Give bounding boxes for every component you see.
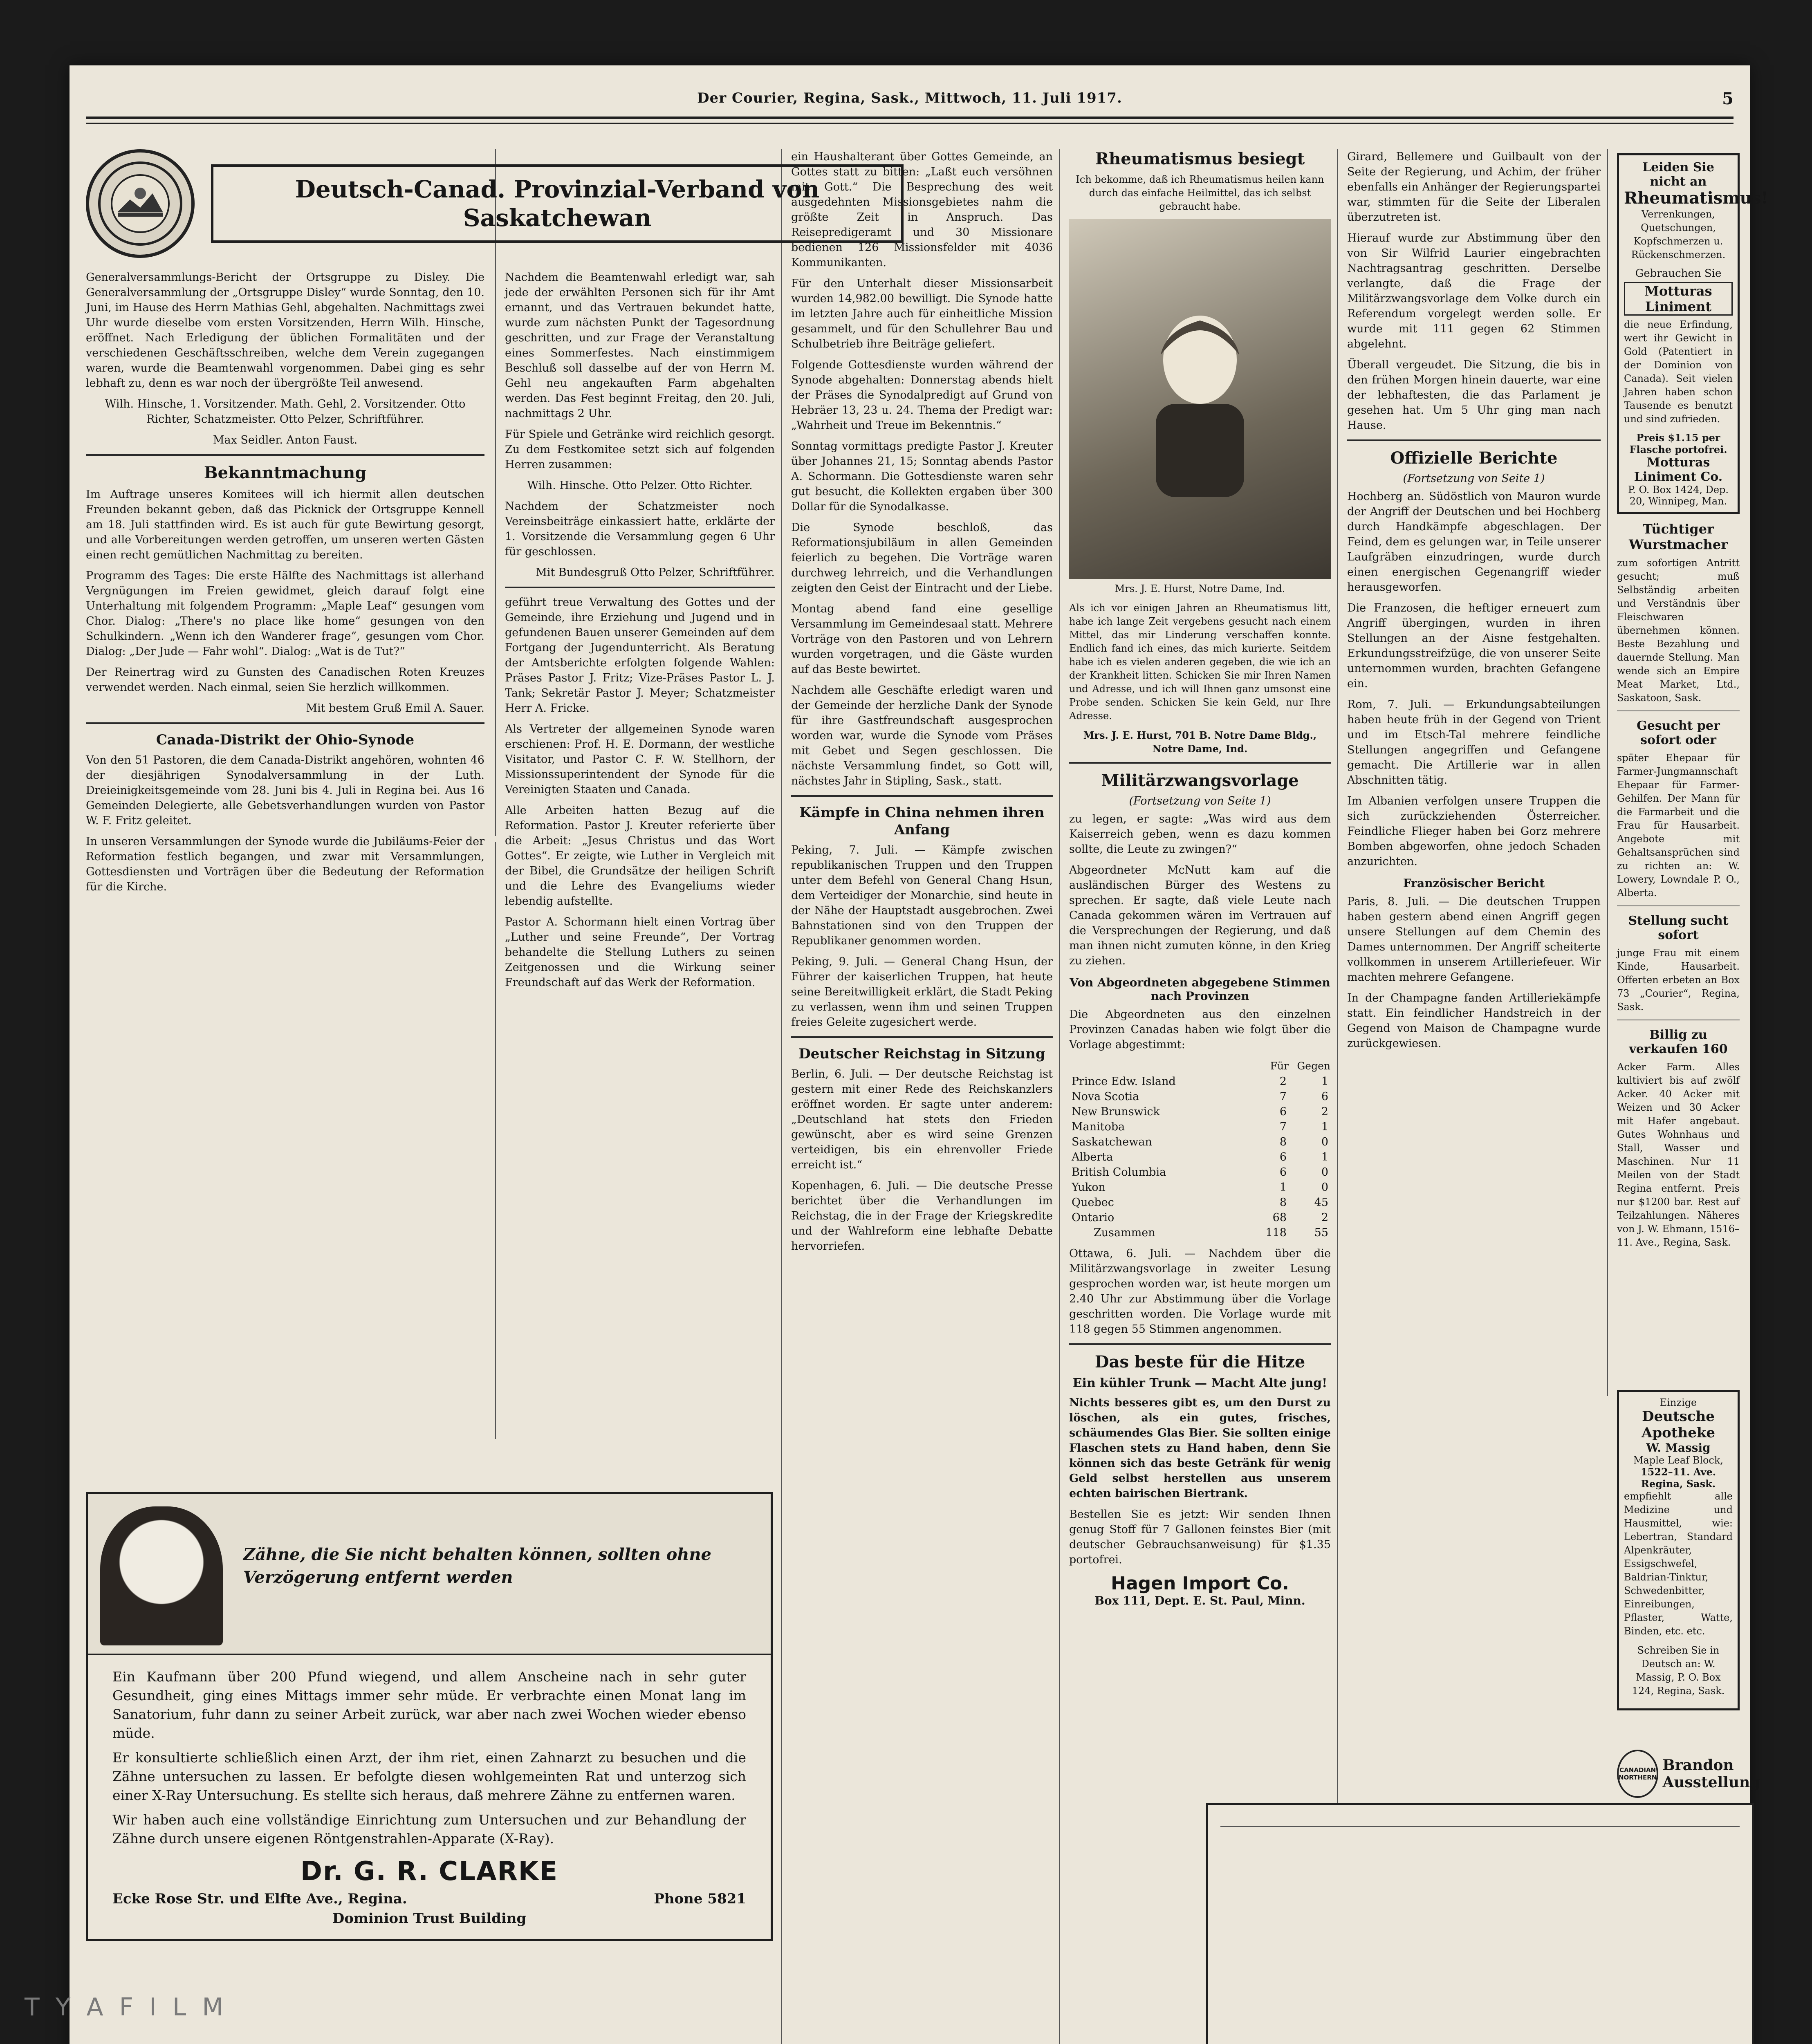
vote-for: 8 (1279, 1136, 1287, 1148)
vote-province: Nova Scotia (1072, 1090, 1139, 1103)
filmstrip-footer: T Y A F I L M (25, 1993, 228, 2022)
beer-text: Nichts besseres gibt es, um den Durst zu löschen, als ein gutes, frisches, schäumendes Glas Bier. Sie sollten einige Flaschen stets zu Hand haben, denn Sie können sich das beste Getränk für wenig Geld selbst herstellen aus unserem echten bairischen Biertrank. (1069, 1396, 1331, 1500)
vote-for: 8 (1279, 1196, 1287, 1209)
rheuma-text: Als ich vor einigen Jahren an Rheumatismus litt, habe ich lange Zeit vergebens gesucht nach einem Mittel, das mir Linderung verschaffen konnte. Endlich fand ich eines, das mich kurierte. Seitdem habe ich es vielen anderen gegeben, die wie ich an der Krankheit litten. Schicken Sie mir Ihren Namen und Adresse, und ich will Ihnen ganz umsonst eine Probe senden. Schicken Sie kein Geld, nur Ihre Adresse. (1069, 602, 1331, 722)
synode-vertreter: Als Vertreter der allgemeinen Synode waren erschienen: Prof. H. E. Dormann, der westliche Visitator, und Pastor C. F. W. Stellhorn, der Missionssuperintendent der Synode für die Vereinigten Staaten und Canada. (505, 723, 775, 796)
motturas-address: P. O. Box 1424, Dep. 20, Winnipeg, Man. (1628, 484, 1729, 507)
official-report-1: Hochberg an. Südöstlich von Mauron wurde der Angriff der Deutschen und bei Hochberg durch Handkämpfe abgeschlagen. Der Feind, dem es gelungen war, in Teile unserer Laufgräben einzudringen, wurde durch einen energischen Gegenangriff wieder herausgeworfen. (1347, 490, 1601, 594)
clarke-xray: Wir haben auch eine vollständige Einrichtung zum Untersuchen und zur Behandlung der Zähne durch unsere eigenen Röntgenstrahlen-Apparate (X-Ray). (112, 1812, 746, 1847)
clarke-building: Dominion Trust Building (332, 1910, 527, 1927)
masthead-line: Der Courier, Regina, Sask., Mittwoch, 11. Juli 1917. (697, 90, 1122, 106)
vote-province: New Brunswick (1072, 1105, 1160, 1118)
vote-for: 6 (1279, 1166, 1287, 1179)
reichstag-text-1: Berlin, 6. Juli. — Der deutsche Reichstag ist gestern mit einer Rede des Reichskanzlers eröffnet worden. Er sagte unter anderem: „Deutschland hat stets den Frieden gewünscht, aber es wird seine Grenzen verteidigen, bis ein ehrenvoller Friede erreicht ist.“ (791, 1068, 1053, 1171)
schluss-text: Nachdem der Schatzmeister noch Vereinsbeiträge einkassiert hatte, erklärte der 1. Vorsitzende die Versammlung gegen 6 Uhr für geschlossen. (505, 500, 775, 558)
hagen-address: Box 111, Dept. E. St. Paul, Minn. (1094, 1594, 1305, 1607)
rheuma-subtitle: Ich bekomme, daß ich Rheumatismus heilen kann durch das einfache Heilmittel, das ich selbst gebraucht habe. (1076, 174, 1324, 212)
french-report-title: Französischer Bericht (1403, 876, 1545, 890)
synode-gottesdienste: Folgende Gottesdienste wurden während der Synode abgehalten: Donnerstag abends hielt der Präses die Synodalpredigt auf Grund von Hebräer 13, 23 u. 24. Thema der Predigt war: „Wahrheit und Treue im Bekenntnis.“ (791, 359, 1053, 432)
vote-header: Für (1270, 1060, 1289, 1072)
stellung-text: junge Frau mit einem Kinde, Hausarbeit. Offerten erbeten an Box 73 „Courier“, Regina, Sask. (1617, 947, 1740, 1013)
debate-text-1: Girard, Bellemere und Guilbault von der Seite der Regierung, und Achim, der früher ebenfalls ein Anhänger der Regierungspartei war, stimmten für die Seite der Liberalen überzutreten ist. (1347, 150, 1601, 224)
vote-province: Prince Edw. Island (1072, 1075, 1176, 1088)
rome-report-1: Rom, 7. Juli. — Erkundungsabteilungen haben heute früh in der Gegend von Trient und im Etsch-Tal mehrere feindliche Stellungen angegriffen und Gefangene gemacht. Die Artillerie war in allen Abschnitten tätig. (1347, 698, 1601, 787)
rheuma-address: Mrs. J. E. Hurst, 701 B. Notre Dame Bldg., Notre Dame, Ind. (1083, 729, 1317, 755)
synode-versammlung: Montag abend fand eine gesellige Versammlung im Gemeindesaal statt. Mehrere Vorträge von den Pastoren und von Lehrern wurden vorgetragen, und die Gäste wurden auf das Beste bewirtet. (791, 603, 1053, 676)
military-text-1: zu legen, er sagte: „Was wird aus dem Kaiserreich geben, wenn es dazu kommen sollte, die Leute zu zwingen?“ (1069, 813, 1331, 856)
ottawa-text: Ottawa, 6. Juli. — Nachdem über die Militärzwangsvorlage in zweiter Lesung gesprochen worden war, ist heute morgen um 2.40 Uhr zur Abstimmung über die Vorlage geschritten worden. Die Vorlage wurde mit 118 gegen 55 Stimmen angenommen. (1069, 1247, 1331, 1336)
clarke-phone: Phone 5821 (654, 1891, 746, 1907)
motturas-name: Motturas Liniment (1624, 282, 1733, 316)
apotheke-contact: Schreiben Sie in Deutsch an: W. Massig, P. O. Box 124, Regina, Sask. (1632, 1645, 1725, 1697)
reichstag-title: Deutscher Reichstag in Sitzung (798, 1046, 1045, 1062)
clarke-address: Ecke Rose Str. und Elfte Ave., Regina. (112, 1891, 407, 1907)
vote-for: 7 (1279, 1121, 1287, 1133)
bekanntmachung-title: Bekanntmachung (204, 463, 367, 482)
vote-total-for: 118 (1265, 1226, 1287, 1239)
bekanntmachung-closing: Der Reinertrag wird zu Gunsten des Canadischen Roten Kreuzes verwendet werden. Nach einmal, seien Sie herzlich willkommen. (86, 666, 484, 694)
vote-province: Ontario (1072, 1211, 1115, 1224)
canadian-northern-logo-icon: CANADIAN NORTHERN (1617, 1750, 1658, 1798)
ohio-synode-text-2: In unseren Versammlungen der Synode wurde die Jubiläums-Feier der Reformation festlich begangen, und zwar mit Versammlungen, Gottesdiensten und Vorträgen über die Bedeutung der Reformation für die Kirche. (86, 835, 484, 893)
vote-against: 0 (1321, 1181, 1328, 1194)
hagen-name: Hagen Import Co. (1111, 1573, 1289, 1594)
china-text-1: Peking, 7. Juli. — Kämpfe zwischen republikanischen Truppen und den Truppen unter dem Befehl von General Chang Hsun, dem Verteidiger der Monarchie, sind heute in der Nähe der Hauptstadt ausgebrochen. Zwei Bahnstationen sind von den Truppen der Republikaner genommen worden. (791, 844, 1053, 947)
vote-total-against: 55 (1314, 1226, 1328, 1239)
farm-sale-text: Acker Farm. Alles kultiviert bis auf zwölf Acker. 40 Acker mit Weizen und 30 Acker mit Hafer angebaut. Gutes Wohnhaus und Stall, Wasser und Maschinen. Nur 11 Meilen von der Stadt Regina entfernt. Preis nur $1200 bar. Rest auf Teilzahlungen. Näheres von J. W. Ehmann, 1516–11. Ave., Regina, Sask. (1617, 1061, 1740, 1248)
debate-text-3: Überall vergeudet. Die Sitzung, die bis in den frühen Morgen hinein dauerte, war eine der lebhaftesten, die das Parlament je gesehen hat. Um 5 Uhr ging man nach Hause. (1347, 359, 1601, 432)
motturas-text: die neue Erfindung, wert ihr Gewicht in Gold (Patentiert in der Dominion von Canada). Seit vielen Jahren haben schon Tausende es benutzt und sind zufrieden. (1624, 319, 1733, 425)
vote-against: 1 (1321, 1151, 1328, 1163)
vote-against: 45 (1314, 1196, 1328, 1209)
synode-mission: ein Haushalterant über Gottes Gemeinde, an Gottes statt zu bitten: „Laßt euch versöhnen mit Gott.“ Die Besprechung des weit ausgedehnten Missionsgebietes nahm die größte Zeit in Anspruch. Das Reisepredigeramt und 30 Missionare bedienen 126 Missionsfelder mit 4036 Kommunikanten. (791, 150, 1053, 269)
bekanntmachung-signature: Mit bestem Gruß Emil A. Sauer. (306, 702, 484, 715)
bekanntmachung-text: Im Auftrage unseres Komitees will ich hiermit allen deutschen Freunden bekannt geben, daß das Picknick der Ortsgruppe Kennell am 18. Juli stattfinden wird. Es ist auch für gute Bewirtung gesorgt, und alle Vorbereitungen werden getroffen, um unseren werten Gästen einen recht gemütlichen Nachmittag zu bereiten. (86, 488, 484, 561)
vote-province: Quebec (1072, 1196, 1114, 1209)
schriftfuehrer-signature: Mit Bundesgruß Otto Pelzer, Schriftführer. (536, 566, 775, 579)
vote-table-title: Von Abgeordneten abgegebene Stimmen nach Provinzen (1070, 976, 1330, 1003)
motturas-price: Preis $1.15 per Flasche portofrei. (1629, 432, 1727, 455)
vote-against: 0 (1321, 1166, 1328, 1179)
rome-report-2: Im Albanien verfolgen unsere Truppen die sich zurückziehenden Österreicher. Feindliche Flieger haben bei Gorz mehrere Bomben abgeworfen, ohne jedoch Schaden anzurichten. (1347, 795, 1601, 868)
wurstmacher-text: zum sofortigen Antritt gesucht; muß Selbständig arbeiten und Verständnis über Fleischwaren übernehmen können. Beste Bezahlung und dauernde Stellung. Man wende sich an Empire Meat Market, Ltd., Saskatoon, Sask. (1617, 557, 1740, 704)
verband-report: Generalversammlungs-Bericht der Ortsgruppe zu Disley. Die Generalversammlung der „Ortsgruppe Disley“ wurde Sonntag, den 10. Juni, im Hause des Herrn Mathias Gehl, abgehalten. Nachmittags zwei Uhr wurde dieselbe vom ersten Vorsitzenden, Herrn Wilh. Hinsche, eröffnet. Nach Erledigung der üblichen Formalitäten und der verschiedenen Geschäftsschreiben, welche dem Verein zugegangen waren, wurde die Beamtenwahl vorgenommen. Dabei ging es sehr lebhaft zu, denn es war noch der übergrößte Teil anwesend. (86, 271, 484, 390)
synode-jubilaeum: Die Synode beschloß, das Reformationsjubiläum in allen Gemeinden feierlich zu begehen. Die Vorträge waren durchweg lehrreich, und die Verhandlungen zeigten den Geist der Eintracht und der Liebe. (791, 521, 1053, 594)
french-report-1: Paris, 8. Juli. — Die deutschen Truppen haben gestern abend einen Angriff gegen unsere Stellungen auf dem Chemin des Dames unternommen. Der Angriff scheiterte vollkommen in unserem Artilleriefeuer. Wir machten mehrere Gefangene. (1347, 895, 1601, 984)
rheuma-ad-symptoms: Verrenkungen, Quetschungen, Kopfschmerzen u. Rückenschmerzen. (1631, 208, 1726, 260)
vote-for: 6 (1279, 1151, 1287, 1163)
wurstmacher-title: Tüchtiger Wurstmacher (1628, 521, 1728, 552)
beer-subtitle: Ein kühler Trunk — Macht Alte jung! (1072, 1376, 1328, 1390)
clarke-headline: Zähne, die Sie nicht behalten können, sollten ohne Verzögerung entfernt werden (243, 1545, 711, 1587)
vote-province: Saskatchewan (1072, 1136, 1152, 1148)
synode-vortrag: Pastor A. Schormann hielt einen Vortrag über „Luther und seine Freunde“, Der Vortrag behandelte die Stellung Luthers zu seinen Zeitgenossen und die Wirkung seiner Freundschaft auf das Werk der Reformation. (505, 916, 775, 989)
motturas-company: Motturas Liniment Co. (1634, 455, 1723, 484)
china-title: Kämpfe in China nehmen ihren Anfang (799, 805, 1045, 838)
vote-for: 2 (1279, 1075, 1287, 1088)
china-text-2: Peking, 9. Juli. — General Chang Hsun, der Führer der kaiserlichen Truppen, hat heute seine Bereitwilligkeit erklärt, die Stadt Peking zu verlassen, wenn ihm und seinen Truppen freies Geleite zugesichert werde. (791, 955, 1053, 1029)
vote-province: Yukon (1072, 1181, 1106, 1194)
vote-table-intro: Die Abgeordneten aus den einzelnen Provinzen Canadas haben wie folgt über die Vorlage abgestimmt: (1069, 1008, 1331, 1051)
vote-against: 6 (1321, 1090, 1328, 1103)
vote-for: 6 (1279, 1105, 1287, 1118)
vote-against: 2 (1321, 1105, 1328, 1118)
vote-header: Gegen (1297, 1060, 1330, 1072)
verband-officers: Wilh. Hinsche, 1. Vorsitzender. Math. Gehl, 2. Vorsitzender. Otto Richter, Schatzmeister. Otto Pelzer, Schriftführer. (105, 398, 466, 426)
apotheke-title: Deutsche Apotheke (1641, 1408, 1716, 1441)
official-report-2: Die Franzosen, die heftiger erneuert zum Angriff übergingen, wurden in ihren Stellungen an der Aisne festgehalten. Erkundungsstreifzüge, die von unserer Seite unternommen wurden, brachten Gefangene ein. (1347, 602, 1601, 690)
apotheke-address: 1522–11. Ave. Regina, Sask. (1640, 1466, 1716, 1490)
official-reports-subtitle: (Fortsetzung von Seite 1) (1403, 472, 1545, 485)
stellung-title: Stellung sucht sofort (1628, 914, 1729, 942)
bekanntmachung-program: Programm des Tages: Die erste Hälfte des Nachmittags ist allerhand Vergnügungen im Freien gewidmet, gleich darauf folgt eine Unterhaltung mit folgendem Programm: „Maple Leaf“ gesungen vom Chor. Dialog: „There's no place like home“ gesungen von den Schulkindern. „Wenn ich den Wanderer frage“, gesungen vom Chor. Dialog: „Der Jude — Fahr wohl“. Dialog: „Wat is de Tut?“ (86, 569, 484, 658)
beer-order: Bestellen Sie es jetzt: Wir senden Ihnen genug Stoff für 7 Gallonen feinstes Bier (mit deutscher Gebrauchsanweisung) für $1.35 portofrei. (1069, 1508, 1331, 1566)
portrait-caption: Mrs. J. E. Hurst, Notre Dame, Ind. (1115, 583, 1285, 594)
ehepaar-title: Gesucht per sofort oder (1637, 719, 1720, 747)
column-6-frame (70, 65, 1768, 2044)
synode-continued: geführt treue Verwaltung des Gottes und der Gemeinde, ihre Erziehung und Jugend und in gefundenen Bauen unserer Gemeinden auf dem Fortgang der Jugendunterricht. Als Beratung der Amtsberichte erfolgten folgende Wahlen: Präses Pastor J. Fritz; Vize-Präses Pastor L. J. Tank; Sekretär Pastor J. Meyer; Schatzmeister Herr A. Fricke. (505, 596, 775, 715)
verband-signers: Max Seidler. Anton Faust. (213, 434, 358, 446)
ehepaar-text: später Ehepaar für Farmer-Jungmannschaft Ehepaar für Farmer-Gehilfen. Der Mann für die Farmarbeit und die Frau für Hausarbeit. Angebote mit Gehaltsansprüchen sind zu richten an: W. Lowery, Lowndale P. O., Alberta. (1617, 752, 1740, 899)
page-number: 5 (1722, 89, 1734, 108)
vote-for: 7 (1279, 1090, 1287, 1103)
festkomitee-text: Für Spiele und Getränke wird reichlich gesorgt. Zu dem Festkomitee setzt sich auf folgenden Herren zusammen: (505, 428, 775, 471)
ohio-synode-text: Von den 51 Pastoren, die dem Canada-Distrikt angehören, wohnten 46 der diesjährigen Synodalversammlung in der Luth. Dreieinigkeitsgemeinde vom 28. Juni bis 4. Juli in Regina bei. Aus 16 Gemeinden Delegierte, alle Gebetsverhandlungen wurden von Pastor W. F. Fritz geleitet. (86, 754, 484, 827)
clarke-name: Dr. G. R. CLARKE (300, 1856, 558, 1887)
vote-for: 68 (1272, 1211, 1287, 1224)
debate-text-2: Hierauf wurde zur Abstimmung über den von Sir Wilfrid Laurier eingebrachten Nachtragsantrag geschritten. Derselbe verlangte, daß die Frage der Militärzwangsvorlage dem Volke durch ein Referendum vorgelegt werden solle. Er wurde mit 111 gegen 62 Stimmen abgelehnt. (1347, 232, 1601, 350)
vote-against: 0 (1321, 1136, 1328, 1148)
vote-against: 2 (1321, 1211, 1328, 1224)
synode-predigten: Sonntag vormittags predigte Pastor J. Kreuter über Johannes 21, 15; Sonntag abends Pastor A. Schormann. Die Gottesdienste waren sehr gut besucht, die Kollekten ergaben über 300 Dollar für die Synodalkasse. (791, 440, 1053, 513)
beamtenwahl-text: Nachdem die Beamtenwahl erledigt war, sah jede der erwählten Personen sich für ihr Amt ernannt, und das Vertrauen bekundet hatte, wurde zum nächsten Punkt der Tagesordnung geschritten, und zur Frage der Veranstaltung eines Sommerfestes. Nach einstimmigem Beschluß soll dasselbe auf der von Herrn M. Gehl neu angekauften Farm abgehalten werden. Das Fest beginnt Freitag, den 20. Juli, nachmittags 2 Uhr. (505, 271, 775, 420)
synode-schluss: Nachdem alle Geschäfte erledigt waren und der Gemeinde der herzliche Dank der Synode für ihre Gastfreundschaft ausgesprochen worden war, wurde die Synode vom Präses mit Gebet und Segen geschlossen. Die nächste Versammlung findet, so Gott will, nächstes Jahr in Stipling, Sask., statt. (791, 684, 1053, 787)
military-title: Militärzwangsvorlage (1101, 771, 1299, 790)
military-subtitle: (Fortsetzung von Seite 1) (1129, 795, 1271, 807)
vote-against: 1 (1321, 1121, 1328, 1133)
vote-province: Manitoba (1072, 1121, 1125, 1133)
clarke-story-1: Ein Kaufmann über 200 Pfund wiegend, und allem Anscheine nach in sehr guter Gesundheit, ging eines Mittags immer sehr müde. Er verbrachte einen Monat lang im Sanatorium, fuhr dann zu seiner Arbeit zurück, war aber nach zwei Wochen wieder ebenso müde. (112, 1669, 746, 1741)
official-reports-title: Offizielle Berichte (1390, 448, 1558, 468)
rheuma-ad-lead: Leiden Sie nicht an (1642, 160, 1715, 189)
rheuma-ad-headline: Rheumatismus! (1624, 188, 1768, 208)
vote-for: 1 (1279, 1181, 1287, 1194)
vote-province: British Columbia (1072, 1166, 1166, 1179)
beer-title: Das beste für die Hitze (1094, 1352, 1305, 1372)
farm-sale-title: Billig zu verkaufen 160 (1629, 1028, 1728, 1056)
apotheke-small: Einzige (1660, 1397, 1697, 1408)
rheuma-title: Rheumatismus besiegt (1095, 149, 1305, 168)
rheuma-ad-use: Gebrauchen Sie (1635, 267, 1722, 280)
synode-finanzen: Für den Unterhalt dieser Missionsarbeit wurden 14,982.00 bewilligt. Die Synode hatte im letzten Jahre auch für einheitliche Mission gesammelt, und für den Schullehrer Bau und Schulbetrieb ihre Beiträge geliefert. (791, 277, 1053, 350)
vote-total-label: Zusammen (1094, 1226, 1155, 1239)
military-text-2: Abgeordneter McNutt kam auf die ausländischen Bürger des Westens zu sprechen. Er sagte, daß viele Leute nach Canada gekommen wären im Vertrauen auf die Versprechungen der Regierung, und daß man ihnen nicht zumuten könne, in den Krieg zu ziehen. (1069, 864, 1331, 967)
verband-title: Deutsch-Canad. Provinzial-Verband von Saskatchewan (295, 175, 820, 232)
apotheke-text: empfiehlt alle Medizine und Hausmittel, wie: Lebertran, Standard Alpenkräuter, Essigschwefel, Baldrian-Tinktur, Schwedenbitter, Einreibungen, Pflaster, Watte, Binden, etc. etc. (1624, 1490, 1733, 1637)
french-report-2: In der Champagne fanden Artilleriekämpfe statt. Ein feindlicher Handstreich in der Gegend von Maison de Champagne wurde zurückgewiesen. (1347, 992, 1601, 1050)
reichstag-text-2: Kopenhagen, 6. Juli. — Die deutsche Presse berichtet über die Verhandlungen im Reichstag, die in der Frage der Kriegskredite und der Wahlreform eine lebhafte Debatte hervorriefen. (791, 1179, 1053, 1253)
apotheke-owner: W. Massig (1646, 1441, 1711, 1455)
apotheke-block: Maple Leaf Block, (1633, 1455, 1724, 1466)
synode-arbeiten: Alle Arbeiten hatten Bezug auf die Reformation. Pastor J. Kreuter referierte über die Arbeit: „Jesus Christus und das Wort Gottes“. Er zeigte, wie Luther in Vergleich mit der Bibel, die Grundsätze der heiligen Schrift und die Lehre des Evangeliums wieder lebendig aufstellte. (505, 804, 775, 908)
festkomitee-names: Wilh. Hinsche. Otto Pelzer. Otto Richter. (527, 479, 753, 492)
vote-province: Alberta (1072, 1151, 1113, 1163)
clarke-story-2: Er konsultierte schließlich einen Arzt, der ihm riet, einen Zahnarzt zu besuchen und die Zähne untersuchen zu lassen. Er befolgte diesen wohlgemeinten Rat und unterzog sich einer X-Ray Untersuchung. Es stellte sich heraus, daß mehrere Zähne zu entfernen waren. (112, 1750, 746, 1803)
brandon-title: Brandon Ausstellung (1662, 1757, 1760, 1791)
vote-against: 1 (1321, 1075, 1328, 1088)
ohio-synode-title: Canada-Distrikt der Ohio-Synode (156, 732, 415, 748)
